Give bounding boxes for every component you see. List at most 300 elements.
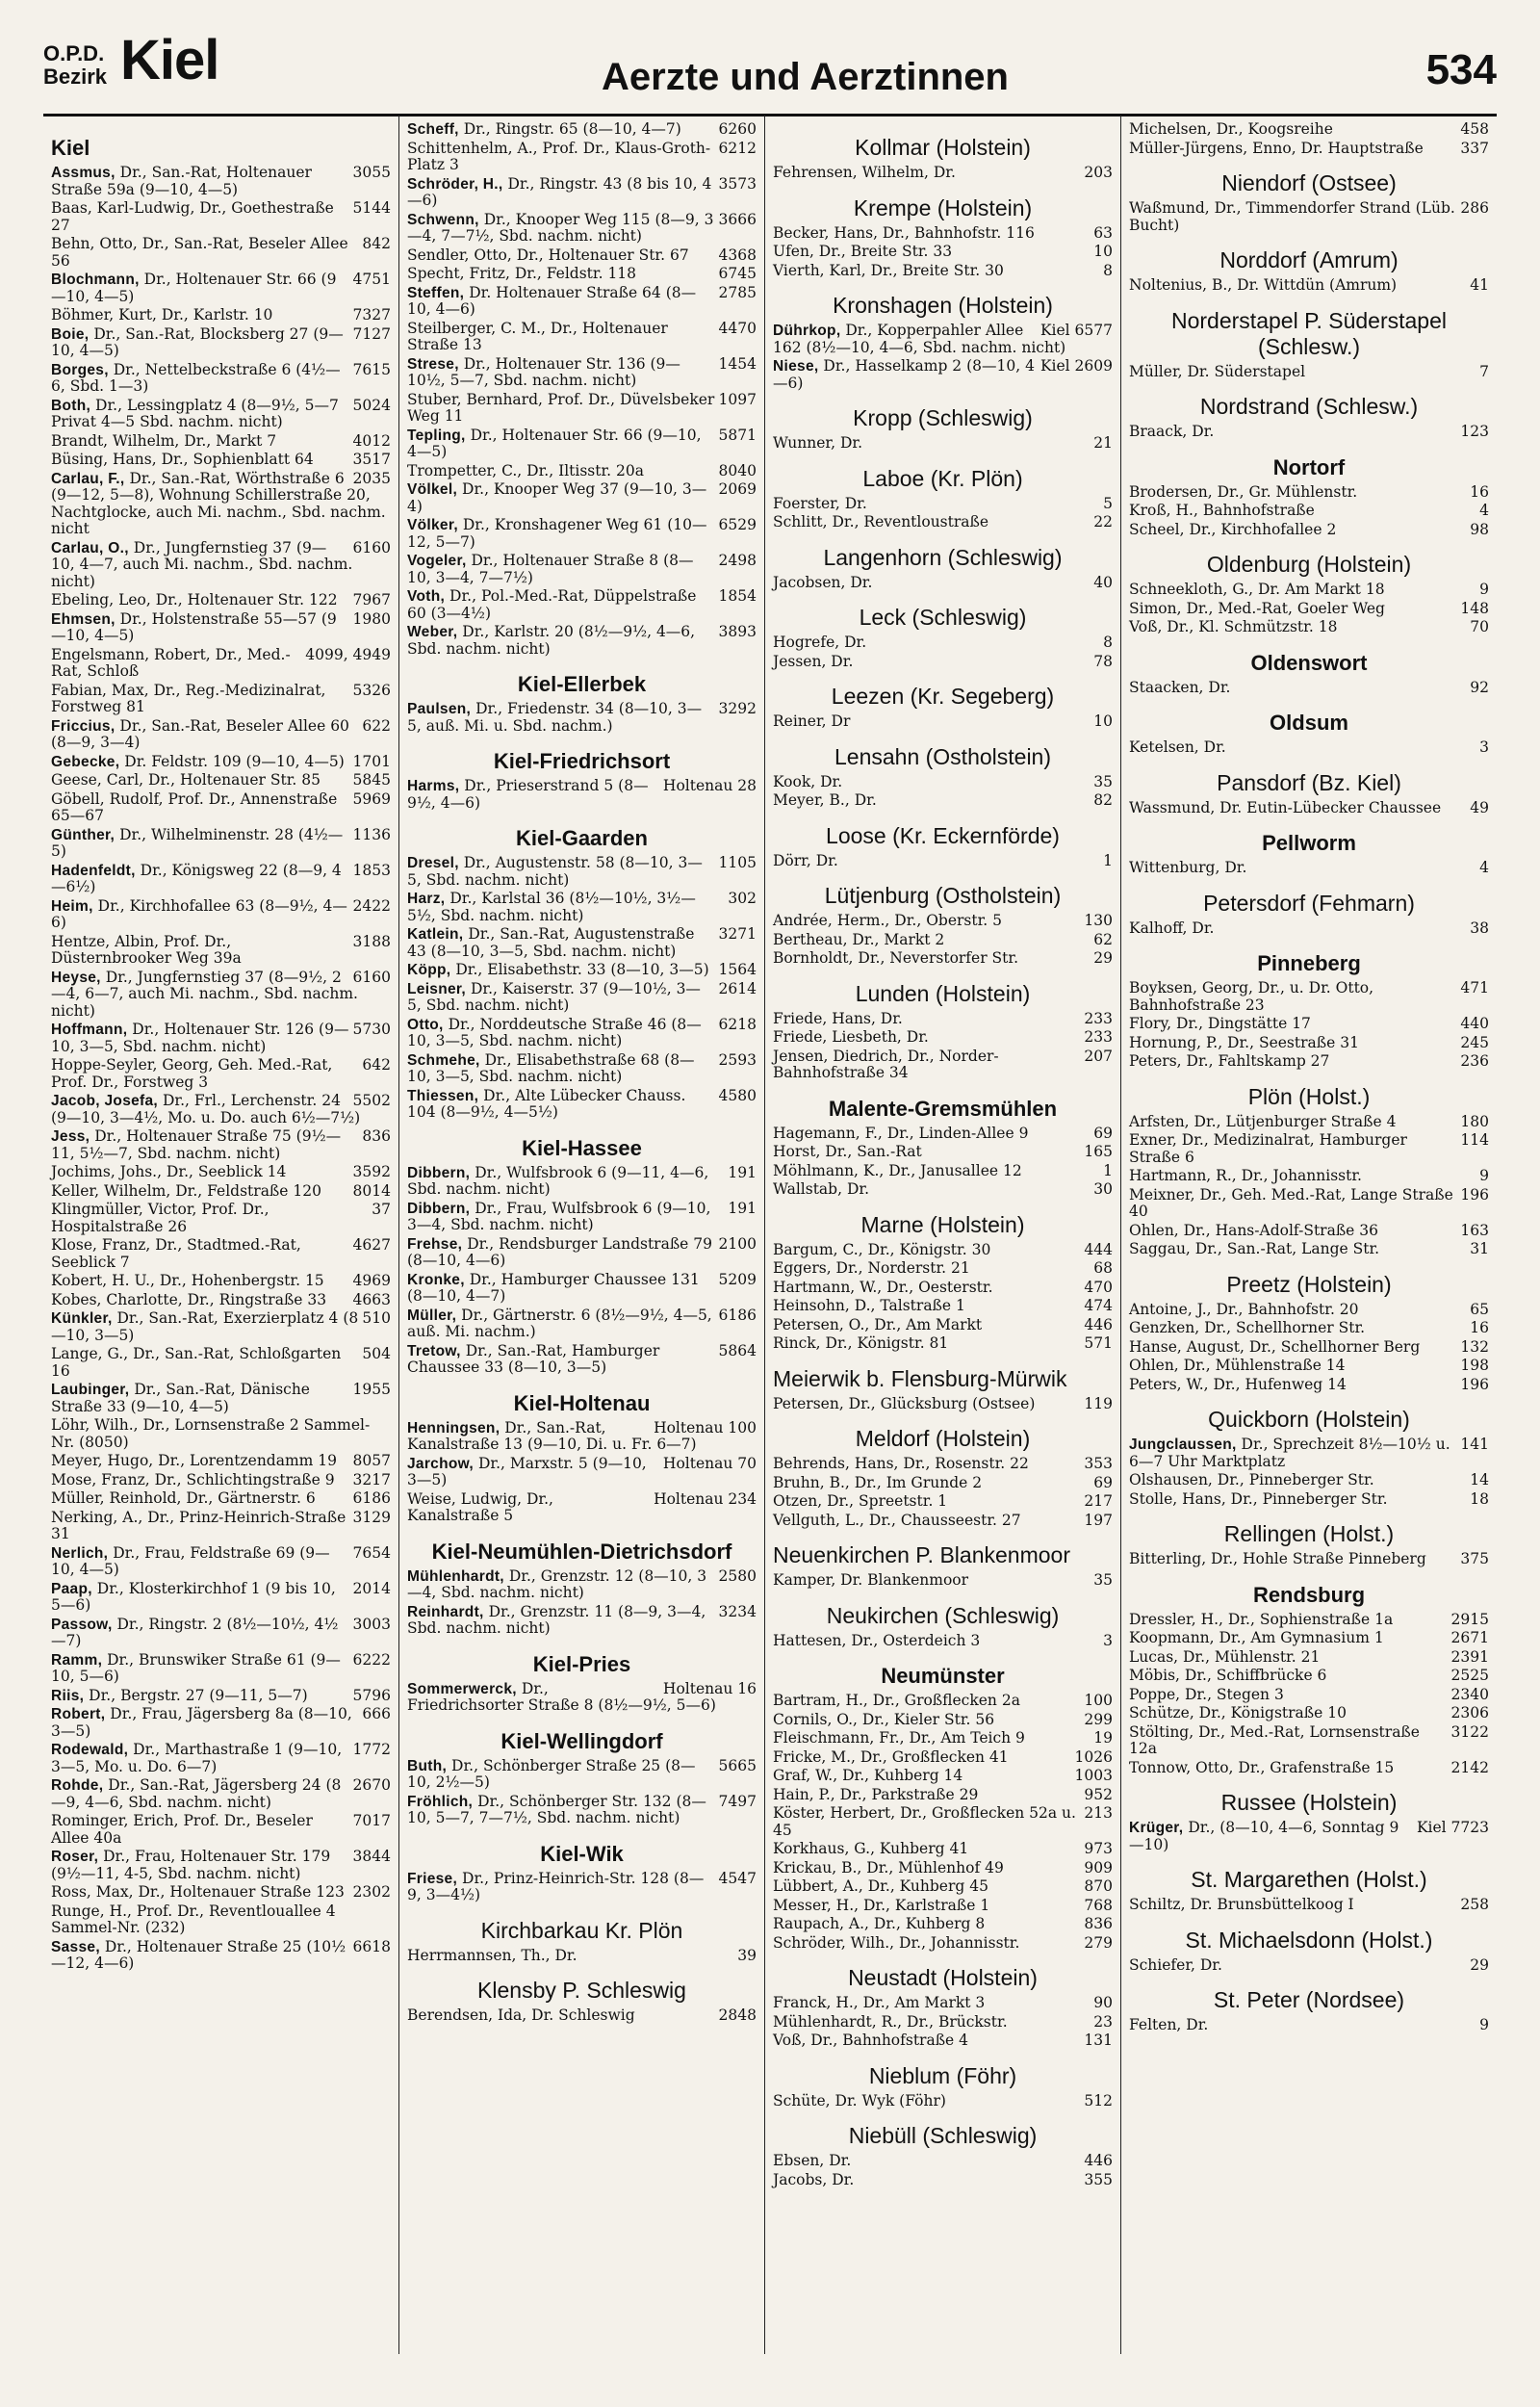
entry-details: Dr., Kaiserstr. 37 (9—10½, 3—5, Sbd. nachm. nicht) xyxy=(407,979,701,1014)
entry-details: Dr., Grenzstr. 12 (8—10, 3—4, Sbd. nachm. nicht) xyxy=(407,1566,707,1601)
entry-details: Friede, Hans, Dr. xyxy=(773,1009,903,1027)
phone-number: 191 xyxy=(728,1199,757,1217)
phone-number: 5969 xyxy=(352,789,391,808)
entry-details: Dr., Holtenauer Str. 126 (9—10, 3—5, Sbd. nachm. nicht) xyxy=(51,1021,349,1055)
doctor-entry xyxy=(407,1272,757,1306)
entry-details: Michelsen, Dr., Koogsreihe xyxy=(1129,120,1333,138)
phone-number: 1026 xyxy=(1074,1747,1113,1766)
doctor-entry xyxy=(1129,1302,1489,1319)
doctor-entry xyxy=(773,1898,1113,1915)
doctor-name: Künkler, xyxy=(51,1310,113,1327)
phone-number: 6529 xyxy=(718,516,757,533)
doctor-entry xyxy=(407,141,757,174)
town-heading: Pellworm xyxy=(1262,831,1356,855)
phone-number: 870 xyxy=(1084,1877,1113,1895)
town-heading: Meldorf (Holstein) xyxy=(855,1426,1031,1451)
phone-number: 1564 xyxy=(718,961,757,978)
entry-details: Jessen, Dr. xyxy=(773,652,854,670)
phone-number: 4547 xyxy=(718,1869,757,1887)
phone-number: 63 xyxy=(1093,223,1113,242)
doctor-entry xyxy=(51,1453,391,1470)
phone-number: 2014 xyxy=(352,1579,391,1597)
doctor-name: Günther, xyxy=(51,826,116,843)
phone-number: 1701 xyxy=(352,752,391,770)
doctor-entry xyxy=(407,1794,757,1827)
doctor-entry xyxy=(407,176,757,210)
entry-details: Dr., Nettelbeckstraße 6 (4½—6, Sbd. 1—3) xyxy=(51,360,341,395)
town-heading: St. Margarethen (Holst.) xyxy=(1191,1867,1427,1892)
entry-details: Waßmund, Dr., Timmendorfer Strand (Lüb. Bucht) xyxy=(1129,199,1455,234)
entry-details: Messer, H., Dr., Karlstraße 1 xyxy=(773,1896,990,1914)
doctor-name: Rodewald, xyxy=(51,1742,129,1758)
doctor-name: Harz, xyxy=(407,891,446,907)
town-heading: Kiel-Wellingdorf xyxy=(500,1728,663,1753)
doctor-entry xyxy=(1129,1668,1489,1685)
doctor-name: Völker, xyxy=(407,517,458,533)
entry-details: Dr., Jungfernstieg 37 (9—10, 4—7, auch Mi. nachm., Sbd. nachm. nicht) xyxy=(51,538,353,590)
doctor-entry xyxy=(773,225,1113,243)
entry-details: Schiltz, Dr. Brunsbüttelkoog I xyxy=(1129,1896,1354,1913)
entry-details: Dr. Holtenauer Straße 64 (8—10, 4—6) xyxy=(407,283,697,318)
phone-number: 299 xyxy=(1084,1710,1113,1728)
doctor-name: Heim, xyxy=(51,897,93,915)
town-heading: St. Michaelsdonn (Holst.) xyxy=(1185,1927,1433,1953)
entry-details: Dr., Ringstr. 65 (8—10, 4—7) xyxy=(463,120,681,138)
doctor-name: Reinhardt, xyxy=(407,1603,484,1620)
entry-details: Schütze, Dr., Königstraße 10 xyxy=(1129,1704,1347,1721)
entry-details: Dr., Holtenauer Straße 75 (9½—11, 5½—7, Sbd. nachm. nicht) xyxy=(51,1127,342,1162)
phone-number: 6160 xyxy=(352,968,391,986)
doctor-entry xyxy=(51,592,391,609)
doctor-entry xyxy=(51,1652,391,1686)
phone-number: 4580 xyxy=(718,1086,757,1104)
doctor-entry xyxy=(407,356,757,390)
doctor-entry xyxy=(407,1236,757,1270)
entry-details: Noltenius, B., Dr. Wittdün (Amrum) xyxy=(1129,276,1398,294)
phone-number: 69 xyxy=(1093,1473,1113,1491)
phone-number: 180 xyxy=(1460,1112,1489,1130)
doctor-name: Hoffmann, xyxy=(51,1022,128,1038)
doctor-entry xyxy=(1129,424,1489,441)
entry-details: Jacobs, Dr. xyxy=(773,2170,855,2188)
phone-number: 203 xyxy=(1084,164,1113,181)
doctor-entry xyxy=(407,121,757,139)
phone-number: 1955 xyxy=(352,1381,391,1398)
doctor-name: Ramm, xyxy=(51,1651,103,1669)
entry-details: Dörr, Dr. xyxy=(773,851,838,869)
phone-number: 207 xyxy=(1084,1047,1113,1065)
entry-details: Ketelsen, Dr. xyxy=(1129,738,1226,756)
doctor-name: Dibbern, xyxy=(407,1164,471,1181)
doctor-entry xyxy=(773,2172,1113,2189)
phone-number: 2142 xyxy=(1450,1758,1489,1776)
town-heading: Lütjenburg (Ostholstein) xyxy=(824,883,1062,908)
entry-details: Schüte, Dr. Wyk (Föhr) xyxy=(773,2091,946,2109)
doctor-name: Thiessen, xyxy=(407,1087,479,1104)
entry-details: Voß, Dr., Bahnhofstraße 4 xyxy=(773,2032,969,2049)
phone-number: 6218 xyxy=(718,1015,757,1033)
doctor-entry xyxy=(773,2093,1113,2110)
entry-details: Jacobsen, Dr. xyxy=(773,573,873,591)
doctor-name: Jarchow, xyxy=(407,1455,475,1472)
entry-details: Möbis, Dr., Schiffbrücke 6 xyxy=(1129,1667,1327,1684)
entry-details: Dr., Hamburger Chaussee 131 (8—10, 4—7) xyxy=(407,1270,700,1305)
phone-number: 1980 xyxy=(352,609,391,628)
doctor-entry xyxy=(773,1995,1113,2012)
bezirk-label: Bezirk xyxy=(43,65,108,89)
doctor-entry xyxy=(1129,1187,1489,1221)
doctor-entry xyxy=(1129,1320,1489,1337)
phone-number: 2498 xyxy=(718,552,757,569)
town-heading: Langenhorn (Schleswig) xyxy=(823,544,1063,570)
phone-number: 1003 xyxy=(1074,1767,1113,1784)
doctor-name: Buth, xyxy=(407,1757,448,1774)
entry-details: Meyer, Hugo, Dr., Lorentzendamm 19 xyxy=(51,1452,338,1469)
entry-details: Dr., San.-Rat, Hamburger Chaussee 33 (8—10, 3—5) xyxy=(407,1341,660,1376)
doctor-entry xyxy=(1129,1897,1489,1914)
entry-details: Lange, G., Dr., San.-Rat, Schloßgarten 16 xyxy=(51,1345,342,1380)
entry-details: Dr., Frau, Wulfsbrook 6 (9—10, 3—4, Sbd. nachm. nicht) xyxy=(407,1199,711,1233)
town-heading: Malente-Gremsmühlen xyxy=(828,1096,1058,1121)
entry-details: Möhlmann, K., Dr., Janusallee 12 xyxy=(773,1161,1022,1179)
phone-number: 4012 xyxy=(352,431,391,450)
doctor-entry xyxy=(773,1475,1113,1492)
doctor-entry xyxy=(773,1633,1113,1650)
doctor-entry xyxy=(51,1022,391,1055)
entry-details: Dr., Klosterkirchhof 1 (9 bis 10, 5—6) xyxy=(51,1579,336,1614)
entry-details: Löhr, Wilh., Dr., Lornsenstraße 2 Sammel-Nr. (8050) xyxy=(51,1416,371,1451)
phone-number: 458 xyxy=(1460,120,1489,138)
doctor-entry xyxy=(773,323,1113,356)
entry-details: Dr., Bergstr. 27 (9—11, 5—7) xyxy=(89,1686,308,1704)
phone-number: 4 xyxy=(1479,502,1489,519)
doctor-entry xyxy=(407,981,757,1015)
doctor-name: Scheff, xyxy=(407,121,459,138)
town-heading: Oldsum xyxy=(1270,711,1348,735)
doctor-entry xyxy=(773,1878,1113,1896)
entry-details: Kook, Dr. xyxy=(773,772,843,790)
doctor-entry xyxy=(773,1916,1113,1933)
entry-details: Becker, Hans, Dr., Bahnhofstr. 116 xyxy=(773,223,1035,242)
town-heading: Pansdorf (Bz. Kiel) xyxy=(1217,769,1401,795)
phone-number: 7127 xyxy=(352,324,391,343)
doctor-entry xyxy=(1129,1377,1489,1394)
entry-details: Hogrefe, Dr. xyxy=(773,634,867,651)
doctor-entry xyxy=(407,926,757,960)
town-heading: Leezen (Kr. Segeberg) xyxy=(831,684,1055,709)
doctor-entry xyxy=(407,553,757,586)
doctor-entry xyxy=(407,1165,757,1199)
entry-details: Dr., San.-Rat, Blocksberg 27 (9—10, 4—5) xyxy=(51,324,344,359)
phone-number: 4368 xyxy=(718,246,757,264)
entry-details: Petersen, O., Dr., Am Markt xyxy=(773,1315,983,1333)
phone-number: 165 xyxy=(1084,1143,1113,1160)
entry-details: Dr., San.-Rat, Dänische Straße 33 (9—10, 4—5) xyxy=(51,1381,310,1415)
doctor-entry xyxy=(51,1617,391,1650)
entry-details: Eggers, Dr., Norderstr. 21 xyxy=(773,1259,970,1277)
phone-number: 6222 xyxy=(352,1650,391,1669)
phone-number: 2391 xyxy=(1450,1647,1489,1666)
entry-details: Kalhoff, Dr. xyxy=(1129,919,1215,937)
doctor-entry xyxy=(773,1693,1113,1710)
phone-number: 2306 xyxy=(1450,1704,1489,1721)
phone-number: 9 xyxy=(1479,1167,1489,1184)
phone-number: 196 xyxy=(1460,1375,1489,1393)
doctor-entry xyxy=(407,1568,757,1602)
page-header xyxy=(43,29,1497,116)
entry-details: Dr., San.-Rat, Holtenauer Straße 59a (9—10, 4—5) xyxy=(51,164,312,198)
doctor-name: Katlein, xyxy=(407,926,464,943)
doctor-entry xyxy=(773,2153,1113,2170)
entry-details: Bertheau, Dr., Markt 2 xyxy=(773,930,945,948)
doctor-entry xyxy=(51,1545,391,1579)
phone-number: 2525 xyxy=(1450,1667,1489,1684)
entry-details: Poppe, Dr., Stegen 3 xyxy=(1129,1685,1284,1703)
entry-details: Dr., Wulfsbrook 6 (9—11, 4—6, Sbd. nachm. nicht) xyxy=(407,1163,709,1198)
doctor-entry xyxy=(51,236,391,270)
entry-details: Trompetter, C., Dr., Iltisstr. 20a xyxy=(407,461,644,479)
doctor-entry xyxy=(1129,141,1489,158)
entry-details: Dr., Elisabethstr. 33 (8—10, 3—5) xyxy=(455,961,709,978)
phone-number: 2340 xyxy=(1450,1685,1489,1703)
doctor-name: Niese, xyxy=(773,358,819,375)
phone-number: 7654 xyxy=(352,1543,391,1562)
entry-details: Ohlen, Dr., Mühlenstraße 14 xyxy=(1129,1357,1346,1374)
doctor-entry xyxy=(51,1706,391,1740)
doctor-entry xyxy=(407,891,757,924)
phone-number: 35 xyxy=(1093,1571,1113,1589)
doctor-entry xyxy=(773,792,1113,810)
doctor-entry xyxy=(773,1298,1113,1315)
phone-number: 19 xyxy=(1093,1729,1113,1747)
doctor-name: Passow, xyxy=(51,1616,113,1633)
doctor-entry xyxy=(773,514,1113,531)
doctor-entry xyxy=(51,540,391,591)
entry-details: Sendler, Otto, Dr., Holtenauer Str. 67 xyxy=(407,246,689,264)
doctor-entry xyxy=(51,772,391,789)
doctor-entry xyxy=(1129,364,1489,381)
doctor-entry xyxy=(51,718,391,752)
phone-number: 2670 xyxy=(352,1776,391,1794)
doctor-entry xyxy=(51,1688,391,1705)
doctor-entry xyxy=(51,791,391,825)
doctor-entry xyxy=(51,1382,391,1415)
phone-number: 353 xyxy=(1084,1455,1113,1472)
phone-number: 471 xyxy=(1460,979,1489,996)
phone-number: 3893 xyxy=(718,623,757,640)
doctor-name: Friccius, xyxy=(51,717,116,735)
entry-details: Schittenhelm, A., Prof. Dr., Klaus-Groth-Platz 3 xyxy=(407,139,711,173)
doctor-entry xyxy=(407,962,757,979)
entry-details: Koopmann, Dr., Am Gymnasium 1 xyxy=(1129,1629,1384,1646)
town-heading: Lensahn (Ostholstein) xyxy=(834,743,1051,769)
entry-details: Bitterling, Dr., Hohle Straße Pinneberg xyxy=(1129,1550,1426,1567)
doctor-entry xyxy=(51,165,391,198)
entry-details: Heinsohn, D., Talstraße 1 xyxy=(773,1297,965,1314)
doctor-entry xyxy=(51,362,391,396)
doctor-name: Dibbern, xyxy=(407,1200,471,1217)
phone-number: 18 xyxy=(1470,1489,1489,1508)
doctor-entry xyxy=(51,898,391,932)
phone-number: 512 xyxy=(1084,2091,1113,2109)
doctor-entry xyxy=(773,950,1113,968)
entry-details: Dr. Feldstr. 109 (9—10, 4—5) xyxy=(124,752,345,770)
doctor-entry xyxy=(1129,1339,1489,1357)
entry-details: Vierth, Karl, Dr., Breite Str. 30 xyxy=(773,261,1004,279)
entry-details: Bruhn, B., Dr., Im Grunde 2 xyxy=(773,1473,983,1491)
doctor-entry xyxy=(407,1088,757,1122)
phone-number: 1136 xyxy=(352,825,391,843)
phone-number: 16 xyxy=(1470,1319,1489,1336)
phone-number: 6260 xyxy=(718,120,757,138)
entry-details: Tonnow, Otto, Dr., Grafenstraße 15 xyxy=(1129,1758,1395,1776)
doctor-entry xyxy=(1129,582,1489,599)
doctor-entry xyxy=(1129,1223,1489,1240)
doctor-entry xyxy=(51,1057,391,1091)
doctor-name: Friese, xyxy=(407,1870,458,1887)
doctor-entry xyxy=(1129,920,1489,938)
entry-details: Ufen, Dr., Breite Str. 33 xyxy=(773,243,953,260)
entry-details: Köster, Herbert, Dr., Großflecken 52a u. 45 xyxy=(773,1804,1076,1839)
entry-details: Dr., Knooper Weg 115 (8—9, 3—4, 7—7½, Sbd. nachm. nicht) xyxy=(407,210,714,245)
town-heading: Loose (Kr. Eckernförde) xyxy=(826,822,1060,848)
doctor-name: Henningsen, xyxy=(407,1419,500,1436)
phone-number: 7615 xyxy=(352,360,391,378)
phone-number: 2069 xyxy=(718,480,757,498)
phone-number: 119 xyxy=(1084,1394,1113,1412)
doctor-name: Robert, xyxy=(51,1706,106,1722)
phone-number: 1854 xyxy=(718,587,757,605)
doctor-entry xyxy=(51,398,391,431)
doctor-entry xyxy=(1129,277,1489,295)
doctor-entry xyxy=(51,471,391,538)
phone-number: 2671 xyxy=(1450,1629,1489,1646)
entry-details: Hattesen, Dr., Osterdeich 3 xyxy=(773,1631,981,1649)
doctor-name: Paulsen, xyxy=(407,701,472,717)
doctor-entry xyxy=(1129,680,1489,697)
entry-details: Dr., Königsweg 22 (8—9, 4—6½) xyxy=(51,861,342,895)
doctor-entry xyxy=(1129,1724,1489,1758)
doctor-entry xyxy=(407,321,757,354)
town-heading: Kirchbarkau Kr. Plön xyxy=(480,1917,683,1943)
entry-details: Saggau, Dr., San.-Rat, Lange Str. xyxy=(1129,1240,1380,1257)
doctor-entry xyxy=(773,1396,1113,1413)
entry-details: Dr., Frl., Lerchenstr. 24 (9—10, 3—4½, Mo. u. Do. auch 6½—7½) xyxy=(51,1092,361,1126)
entry-details: Dr., Friedenstr. 34 (8—10, 3—5, auß. Mi. u. Sbd. nachm.) xyxy=(407,700,703,735)
doctor-name: Jungclaussen, xyxy=(1129,1436,1237,1453)
entry-details: Dr., Holtenauer Str. 136 (9—10½, 5—7, Sbd. nachm. nicht) xyxy=(407,354,680,389)
entry-details: Hoppe-Seyler, Georg, Geh. Med.-Rat, Prof. Dr., Forstweg 3 xyxy=(51,1056,333,1091)
doctor-entry xyxy=(51,1510,391,1543)
phone-number: 8 xyxy=(1103,261,1113,279)
entry-details: Stuber, Bernhard, Prof. Dr., Düvelsbeker Weg 11 xyxy=(407,390,715,425)
doctor-entry xyxy=(407,392,757,426)
doctor-name: Weber, xyxy=(407,624,458,640)
entry-details: Müller, Reinhold, Dr., Gärtnerstr. 6 xyxy=(51,1489,316,1507)
entry-details: Hain, P., Dr., Parkstraße 29 xyxy=(773,1785,979,1803)
doctor-entry xyxy=(51,754,391,771)
doctor-name: Assmus, xyxy=(51,165,116,181)
doctor-name: Müller, xyxy=(407,1307,457,1324)
entry-details: Dr., Hasselkamp 2 (8—10, 4—6) xyxy=(773,357,1035,392)
entry-details: Bargum, C., Dr., Königstr. 30 xyxy=(773,1240,991,1258)
doctor-name: Heyse, xyxy=(51,969,101,986)
phone-number: 3 xyxy=(1479,738,1489,756)
entry-details: Schneekloth, G., Dr. Am Markt 18 xyxy=(1129,581,1385,598)
phone-number: 233 xyxy=(1084,1028,1113,1046)
entry-details: Dr., Schönberger Str. 132 (8—10, 5—7, 7—7½, Sbd. nachm. nicht) xyxy=(407,1792,706,1826)
phone-number: 279 xyxy=(1084,1933,1113,1952)
phone-number: 8014 xyxy=(352,1181,391,1200)
phone-number: 474 xyxy=(1084,1297,1113,1314)
entry-details: Dr., San.-Rat, Kanalstraße 13 (9—10, Di. u. Fr. 6—7) xyxy=(407,1418,697,1453)
phone-number: 5796 xyxy=(352,1686,391,1704)
phone-number: 5665 xyxy=(718,1756,757,1774)
entry-details: Brandt, Wilhelm, Dr., Markt 7 xyxy=(51,431,277,450)
entry-details: Fleischmann, Fr., Dr., Am Teich 9 xyxy=(773,1729,1025,1747)
doctor-entry xyxy=(51,452,391,469)
entry-details: Hagemann, F., Dr., Linden-Allee 9 xyxy=(773,1124,1029,1142)
town-heading: Plön (Holst.) xyxy=(1247,1083,1371,1109)
phone-number: 92 xyxy=(1470,678,1489,696)
phone-number: 5845 xyxy=(352,771,391,789)
phone-number: 7327 xyxy=(352,306,391,324)
doctor-name: Kronke, xyxy=(407,1271,465,1288)
phone-number: 90 xyxy=(1093,1994,1113,2011)
entry-details: Meixner, Dr., Geh. Med.-Rat, Lange Straße 40 xyxy=(1129,1185,1453,1220)
doctor-entry xyxy=(773,2032,1113,2050)
doctor-entry xyxy=(51,1202,391,1235)
entry-details: Lübbert, A., Dr., Kuhberg 45 xyxy=(773,1877,988,1895)
phone-number: 2100 xyxy=(718,1234,757,1253)
doctor-entry xyxy=(1129,484,1489,502)
phone-number: 3573 xyxy=(718,174,757,193)
phone-number: 2035 xyxy=(352,469,391,487)
doctor-entry xyxy=(407,701,757,735)
town-heading: Niebüll (Schleswig) xyxy=(848,2123,1038,2148)
doctor-name: Strese, xyxy=(407,355,459,373)
doctor-entry xyxy=(773,1126,1113,1143)
doctor-entry xyxy=(773,1513,1113,1530)
phone-number: 10 xyxy=(1093,243,1113,260)
doctor-entry xyxy=(773,774,1113,791)
columns xyxy=(43,116,1497,2354)
phone-number: 5 xyxy=(1103,494,1113,512)
town-heading: Meierwik b. Flensburg-Mürwik xyxy=(773,1365,1067,1391)
entry-details: Scheel, Dr., Kirchhofallee 2 xyxy=(1129,520,1337,538)
phone-number: 2915 xyxy=(1450,1610,1489,1628)
doctor-name: Harms, xyxy=(407,778,460,794)
phone-number: 5871 xyxy=(718,426,757,444)
entry-details: Stölting, Dr., Med.-Rat, Lornsenstraße 12a xyxy=(1129,1722,1420,1757)
doctor-name: Jess, xyxy=(51,1128,90,1145)
phone-number: 23 xyxy=(1093,2012,1113,2031)
phone-number: 5209 xyxy=(718,1270,757,1288)
phone-number: 666 xyxy=(362,1705,391,1722)
entry-details: Dr., Rendsburger Landstraße 79 (8—10, 4—6) xyxy=(407,1234,712,1269)
doctor-name: Schwenn, xyxy=(407,211,479,228)
doctor-entry xyxy=(407,517,757,551)
phone-number: 3592 xyxy=(352,1163,391,1180)
entry-details: Hartmann, R., Dr., Johannisstr. xyxy=(1129,1167,1362,1184)
entry-details: Fabian, Max, Dr., Reg.-Medizinalrat, Forstweg 81 xyxy=(51,681,326,715)
doctor-entry xyxy=(51,307,391,324)
doctor-entry xyxy=(407,2007,757,2025)
phone-number: 5326 xyxy=(352,681,391,699)
doctor-entry xyxy=(1129,1358,1489,1375)
entry-details: Dr., Holtenauer Str. 66 (9—10, 4—5) xyxy=(51,271,337,305)
phone-number: 2848 xyxy=(718,2006,757,2024)
